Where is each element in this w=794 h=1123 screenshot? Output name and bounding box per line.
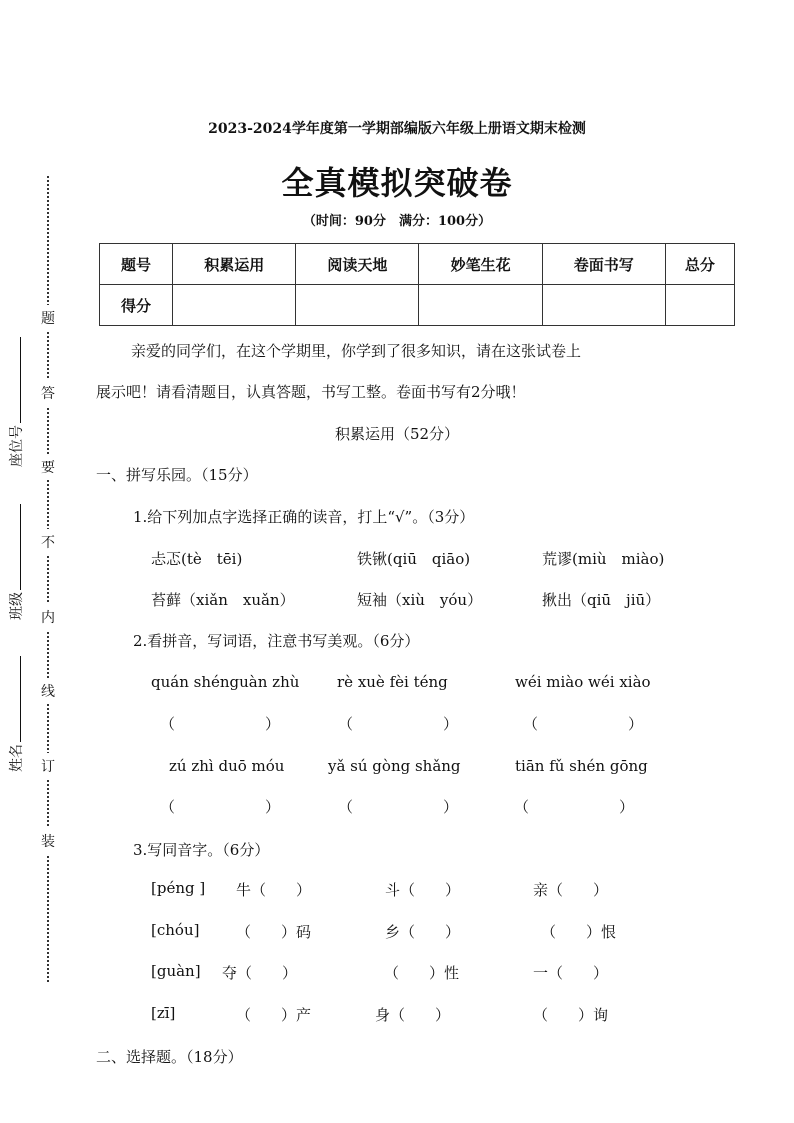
- pinyin-prompt: yǎ sú gòng shǎng: [328, 757, 461, 775]
- homophone-blank[interactable]: 身（ ）: [375, 1006, 451, 1024]
- name-label: 姓名: [9, 744, 25, 772]
- homophone-blank[interactable]: 夺（ ）: [222, 964, 298, 982]
- homophone-blank[interactable]: （ ）恨: [541, 923, 617, 941]
- pronunciation-item[interactable]: 苔藓（xiǎn xuǎn）: [151, 591, 295, 609]
- answer-blank[interactable]: （ ）: [523, 715, 644, 733]
- exam-title: 全真模拟突破卷: [281, 164, 513, 202]
- homophone-blank[interactable]: 一（ ）: [533, 964, 609, 982]
- pronunciation-item[interactable]: 揪出（qiū jiū）: [542, 591, 661, 609]
- question-1-2-heading: 2.看拼音，写词语，注意书写美观。（6分）: [133, 632, 420, 650]
- margin-char: 要: [40, 454, 56, 480]
- margin-char: 线: [40, 678, 56, 704]
- pinyin-prompt: tiān fǔ shén gōng: [515, 757, 648, 775]
- score-header-cell: 妙笔生花: [419, 244, 542, 285]
- seat-number-label: 座位号: [9, 425, 25, 467]
- section-title: 积累运用（52分）: [334, 425, 460, 443]
- pinyin-prompt: wéi miào wéi xiào: [515, 673, 651, 691]
- score-table: [99, 243, 735, 326]
- answer-blank[interactable]: （ ）: [338, 715, 459, 733]
- pronunciation-item[interactable]: 铁锹(qiū qiāo): [357, 550, 471, 568]
- class-label: 班级: [9, 592, 25, 620]
- pinyin-prompt: zú zhì duō móu: [169, 757, 285, 775]
- score-header-cell: 卷面书写: [542, 244, 665, 285]
- class-field[interactable]: [6, 504, 26, 620]
- homophone-pinyin: [péng ]: [151, 879, 206, 897]
- pronunciation-item[interactable]: 短袖（xiù yóu）: [357, 591, 483, 609]
- homophone-pinyin: [chóu]: [151, 921, 200, 939]
- score-cell[interactable]: [173, 285, 296, 326]
- homophone-pinyin: [zī]: [151, 1004, 176, 1022]
- homophone-blank[interactable]: （ ）产: [236, 1006, 312, 1024]
- question-1-1-heading: 1.给下列加点字选择正确的读音，打上“√”。（3分）: [133, 508, 475, 526]
- intro-line-1: 亲爱的同学们，在这个学期里，你学到了很多知识，请在这张试卷上: [131, 342, 582, 360]
- margin-char: 不: [40, 529, 56, 555]
- homophone-blank[interactable]: （ ）询: [533, 1006, 609, 1024]
- answer-blank[interactable]: （ ）: [514, 798, 635, 816]
- question-1-heading: 一、拼写乐园。（15分）: [96, 466, 258, 484]
- score-header-cell: 总分: [665, 244, 734, 285]
- answer-blank[interactable]: （ ）: [338, 798, 459, 816]
- question-1-3-heading: 3.写同音字。（6分）: [133, 841, 270, 859]
- time-info: （时间：90分 满分：100分）: [302, 214, 492, 229]
- question-2-heading: 二、选择题。（18分）: [96, 1048, 243, 1066]
- homophone-blank[interactable]: 亲（ ）: [533, 881, 609, 899]
- score-cell[interactable]: [665, 285, 734, 326]
- pronunciation-item[interactable]: 荒谬(miù miào): [542, 550, 665, 568]
- binding-dotted-line: [47, 176, 49, 982]
- class-blank[interactable]: [20, 504, 21, 590]
- score-header-cell: 阅读天地: [296, 244, 419, 285]
- score-cell[interactable]: [296, 285, 419, 326]
- homophone-blank[interactable]: 斗（ ）: [385, 881, 461, 899]
- margin-char: 答: [40, 380, 56, 406]
- seat-number-field[interactable]: [6, 337, 26, 467]
- score-table-header-row: [100, 244, 735, 285]
- score-header-cell: 题号: [100, 244, 173, 285]
- homophone-blank[interactable]: （ ）码: [236, 923, 312, 941]
- answer-blank[interactable]: （ ）: [160, 798, 281, 816]
- margin-char: 题: [40, 305, 56, 331]
- margin-char: 装: [40, 828, 56, 854]
- score-table-score-row: [100, 285, 735, 326]
- exam-subtitle: 2023-2024学年度第一学期部编版六年级上册语文期末检测: [208, 121, 586, 137]
- intro-line-2: 展示吧！请看清题目，认真答题，书写工整。卷面书写有2分哦！: [96, 383, 526, 401]
- margin-char: 内: [40, 604, 56, 630]
- score-row-label: 得分: [100, 285, 173, 326]
- pronunciation-item[interactable]: 忐忑(tè tēi): [151, 550, 243, 568]
- homophone-blank[interactable]: 乡（ ）: [385, 923, 461, 941]
- margin-char: 订: [40, 753, 56, 779]
- pinyin-prompt: quán shénguàn zhù: [151, 673, 300, 691]
- score-header-cell: 积累运用: [173, 244, 296, 285]
- homophone-blank[interactable]: 牛（ ）: [236, 881, 312, 899]
- homophone-blank[interactable]: （ ）性: [384, 964, 460, 982]
- name-field[interactable]: [6, 656, 26, 772]
- score-cell[interactable]: [542, 285, 665, 326]
- score-cell[interactable]: [419, 285, 542, 326]
- name-blank[interactable]: [20, 656, 21, 742]
- answer-blank[interactable]: （ ）: [160, 715, 281, 733]
- pinyin-prompt: rè xuè fèi téng: [337, 673, 448, 691]
- homophone-pinyin: [guàn]: [151, 962, 201, 980]
- seat-number-blank[interactable]: [20, 337, 21, 423]
